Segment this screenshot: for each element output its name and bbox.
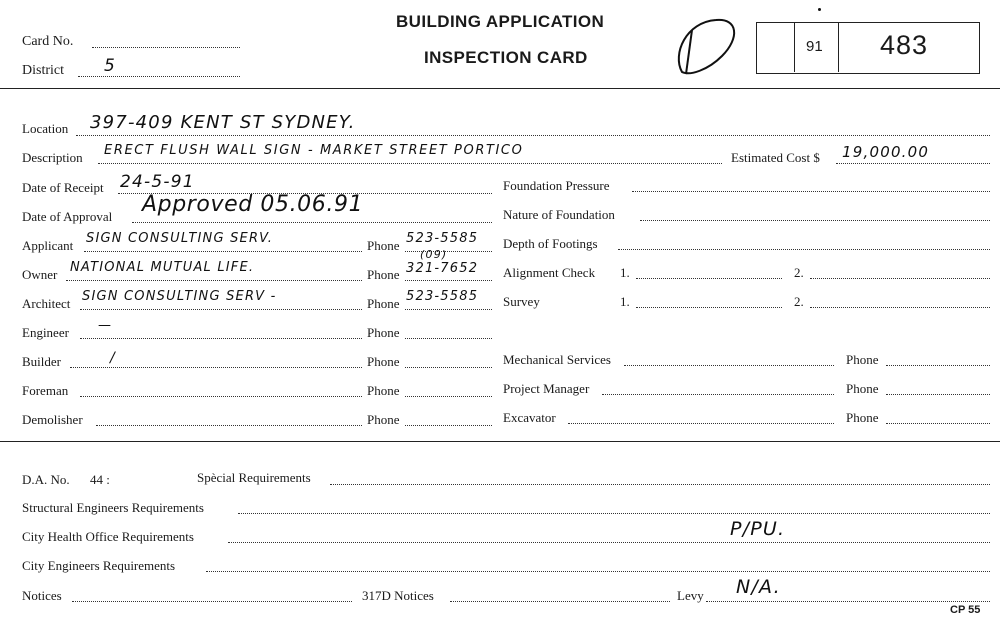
levy-field[interactable] <box>706 601 990 602</box>
mechanical-services-phone-label: Phone <box>846 352 879 367</box>
box-number: 483 <box>880 30 929 60</box>
project-manager-phone-label: Phone <box>846 381 879 396</box>
architect-field[interactable] <box>80 309 362 310</box>
estimated-cost-value: 19,000.00 <box>842 143 930 161</box>
da-no-value: 44 : <box>90 472 110 487</box>
foundation-pressure-label: Foundation Pressure <box>503 178 610 193</box>
requirements-rule <box>0 441 1000 442</box>
levy-label: Levy <box>677 588 704 603</box>
mechanical-services-phone-field[interactable] <box>886 365 990 366</box>
excavator-field[interactable] <box>568 423 834 424</box>
location-field[interactable] <box>76 135 990 136</box>
engineer-field[interactable] <box>80 338 362 339</box>
structural-requirements-field[interactable] <box>238 513 990 514</box>
date-receipt-value: 24-5-91 <box>120 172 195 192</box>
foreman-phone-label: Phone <box>367 383 400 398</box>
district-field[interactable] <box>78 76 240 77</box>
builder-phone-label: Phone <box>367 354 400 369</box>
survey-field-1[interactable] <box>636 307 782 308</box>
reference-box-divider-b <box>838 22 839 72</box>
alignment-check-field-2[interactable] <box>810 278 990 279</box>
demolisher-field[interactable] <box>96 425 362 426</box>
description-value: ERECT FLUSH WALL SIGN - MARKET STREET PORTICO <box>104 143 524 158</box>
card-no-label: Card No. <box>22 34 74 49</box>
applicant-value: SIGN CONSULTING SERV. <box>86 231 274 246</box>
builder-phone-field[interactable] <box>405 367 492 368</box>
architect-phone-label: Phone <box>367 296 400 311</box>
location-label: Location <box>22 121 69 136</box>
header-rule <box>0 88 1000 89</box>
engineer-label: Engineer <box>22 325 69 340</box>
project-manager-phone-field[interactable] <box>886 394 990 395</box>
small-dot <box>818 8 821 11</box>
architect-phone-field[interactable] <box>405 309 492 310</box>
city-engineers-field[interactable] <box>206 571 990 572</box>
estimated-cost-label: Estimated Cost $ <box>731 150 820 165</box>
date-approval-label: Date of Approval <box>22 209 113 224</box>
nature-foundation-label: Nature of Foundation <box>503 207 615 222</box>
alignment-check-num-2: 2. <box>794 265 804 280</box>
depth-footings-label: Depth of Footings <box>503 236 598 251</box>
project-manager-field[interactable] <box>602 394 834 395</box>
levy-value: N/A. <box>736 576 781 598</box>
applicant-label: Applicant <box>22 238 74 253</box>
estimated-cost-field[interactable] <box>836 163 990 164</box>
health-requirements-field[interactable] <box>228 542 990 543</box>
card-no-field[interactable] <box>92 47 240 48</box>
date-approval-value: Approved 05.06.91 <box>142 192 364 217</box>
engineer-phone-label: Phone <box>367 325 400 340</box>
owner-value: NATIONAL MUTUAL LIFE. <box>70 260 255 275</box>
notices-field[interactable] <box>72 601 352 602</box>
alignment-check-num-1: 1. <box>620 265 630 280</box>
nature-foundation-field[interactable] <box>640 220 990 221</box>
health-requirements-value: P/PU. <box>730 518 786 540</box>
depth-footings-field[interactable] <box>618 249 990 250</box>
date-receipt-label: Date of Receipt <box>22 180 104 195</box>
structural-requirements-label: Structural Engineers Requirements <box>22 500 204 515</box>
foreman-field[interactable] <box>80 396 362 397</box>
foreman-label: Foreman <box>22 383 69 398</box>
health-requirements-label: City Health Office Requirements <box>22 529 194 544</box>
notices-label: Notices <box>22 588 62 603</box>
district-label: District <box>22 63 64 78</box>
reference-box-divider-a <box>794 22 795 72</box>
title-line-1: BUILDING APPLICATION <box>396 12 605 31</box>
description-label: Description <box>22 150 83 165</box>
notices-317d-label: 317D Notices <box>362 588 434 603</box>
owner-phone-label: Phone <box>367 267 400 282</box>
demolisher-label: Demolisher <box>22 412 83 427</box>
city-engineers-label: City Engineers Requirements <box>22 558 176 573</box>
alignment-check-label: Alignment Check <box>503 265 596 280</box>
architect-label: Architect <box>22 296 71 311</box>
survey-label: Survey <box>503 294 540 309</box>
description-field[interactable] <box>98 163 722 164</box>
applicant-phone-label: Phone <box>367 238 400 253</box>
alignment-check-field-1[interactable] <box>636 278 782 279</box>
title-line-2: INSPECTION CARD <box>424 48 588 67</box>
mechanical-services-label: Mechanical Services <box>503 352 611 367</box>
owner-phone-note: (09) <box>420 248 448 261</box>
survey-field-2[interactable] <box>810 307 990 308</box>
excavator-phone-label: Phone <box>846 410 879 425</box>
foundation-pressure-field[interactable] <box>632 191 990 192</box>
survey-num-1: 1. <box>620 294 630 309</box>
builder-label: Builder <box>22 354 61 369</box>
mechanical-services-field[interactable] <box>624 365 834 366</box>
applicant-field[interactable] <box>84 251 362 252</box>
owner-phone-value: 321-7652 <box>406 261 479 276</box>
district-value: 5 <box>104 56 117 76</box>
excavator-phone-field[interactable] <box>886 423 990 424</box>
date-approval-field[interactable] <box>132 222 492 223</box>
owner-field[interactable] <box>66 280 362 281</box>
builder-field[interactable] <box>70 367 362 368</box>
demolisher-phone-label: Phone <box>367 412 400 427</box>
reference-box <box>756 22 980 74</box>
excavator-label: Excavator <box>503 410 556 425</box>
architect-value: SIGN CONSULTING SERV - <box>82 289 277 304</box>
stamp-mark <box>664 14 744 80</box>
engineer-phone-field[interactable] <box>405 338 492 339</box>
applicant-phone-value: 523-5585 <box>406 231 479 246</box>
owner-label: Owner <box>22 267 58 282</box>
applicant-phone-field[interactable] <box>405 251 492 252</box>
builder-value: / <box>110 350 116 366</box>
survey-num-2: 2. <box>794 294 804 309</box>
owner-phone-field[interactable] <box>405 280 492 281</box>
architect-phone-value: 523-5585 <box>406 289 479 304</box>
special-requirements-field[interactable] <box>330 484 990 485</box>
da-no-label: D.A. No. <box>22 472 70 487</box>
location-value: 397-409 KENT ST SYDNEY. <box>90 112 356 133</box>
engineer-value: — <box>98 318 113 333</box>
box-year: 91 <box>806 38 823 55</box>
foreman-phone-field[interactable] <box>405 396 492 397</box>
demolisher-phone-field[interactable] <box>405 425 492 426</box>
special-requirements-label: Spècial Requirements <box>197 470 311 485</box>
project-manager-label: Project Manager <box>503 381 590 396</box>
form-code: CP 55 <box>950 604 981 616</box>
notices-317d-field[interactable] <box>450 601 670 602</box>
